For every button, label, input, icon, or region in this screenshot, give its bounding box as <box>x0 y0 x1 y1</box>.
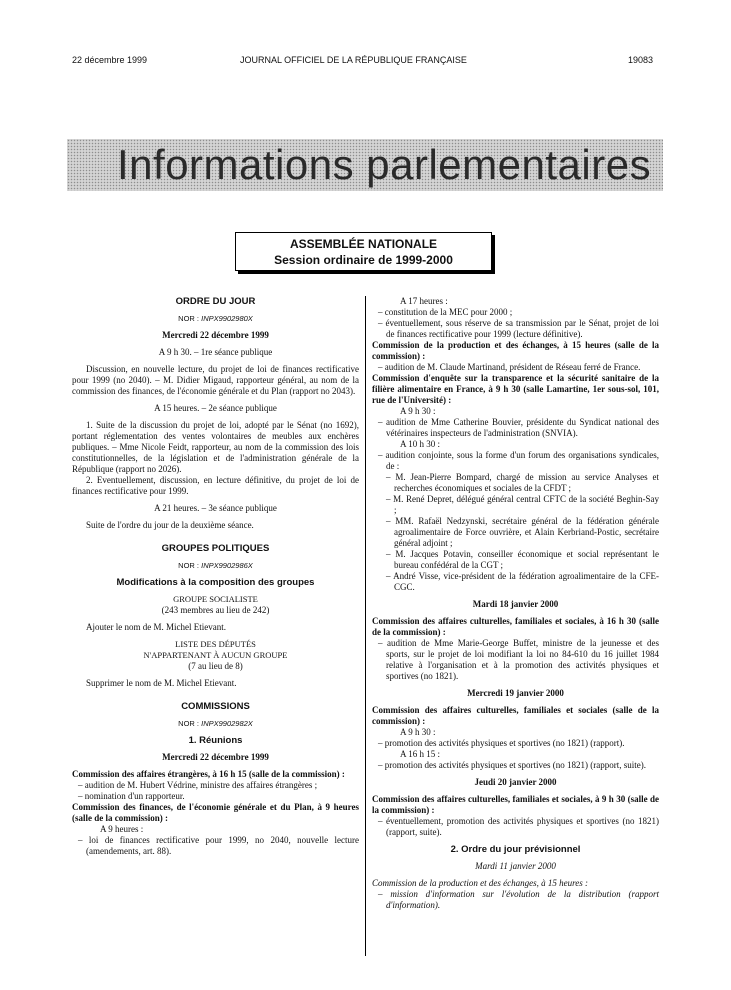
agenda-subitem: – M. Jacques Potavin, conseiller économique et social représentant le bureau confédéral de la CGT ; <box>386 549 659 570</box>
agenda-item: – audition de Mme Catherine Bouvier, présidente du Syndicat national des vétérinaires inspecteurs de l'administration (SNVIA). <box>378 417 659 438</box>
nor-reference: NOR : INPX9902986X <box>178 561 253 570</box>
time-label: A 9 h 30 : <box>400 727 436 737</box>
heading-groupes-politiques: GROUPES POLITIQUES <box>161 543 270 554</box>
group-count: (7 au lieu de 8) <box>188 661 243 671</box>
seance-heading: A 15 heures. – 2e séance publique <box>154 403 277 413</box>
group-name-cont: N'APPARTENANT À AUCUN GROUPE <box>143 650 288 660</box>
agenda-item: – promotion des activités physiques et sportives (no 1821) (rapport, suite). <box>378 760 646 770</box>
banner-title: Informations parlementaires <box>117 141 652 188</box>
commission-heading: Commission d'enquête sur la transparence et la sécurité sanitaire de la filière alimentaire en France, à 9 h 30 (salle Lamartine, 1er sous-sol, 101, rue de l'Université) : <box>372 373 659 405</box>
paragraph: 1. Suite de la discussion du projet de loi, adopté par le Sénat (no 1692), portant réglementation des ventes volontaires de meubles aux enchères publiques. – Mme Nicole Feidt, rapporteur, au nom de la commission des lois constitutionnelles, de la législation et de l'administration générale de la République (rapport no 2026). <box>72 420 359 474</box>
seance-heading: A 21 heures. – 3e séance publique <box>154 503 277 513</box>
time-label: A 9 h 30 : <box>400 406 436 416</box>
agenda-subitem: – M. Jean-Pierre Bompard, chargé de mission au service Analyses et recherches économiques et sociales de la CFDT ; <box>386 472 659 493</box>
time-label: A 16 h 15 : <box>400 749 441 759</box>
agenda-item: – nomination d'un rapporteur. <box>78 791 185 801</box>
time-label: A 9 heures : <box>100 824 144 834</box>
paragraph: 2. Eventuellement, discussion, en lecture définitive, du projet de loi de finances rectificative pour 1999. <box>72 475 359 496</box>
heading-commissions: COMMISSIONS <box>181 701 250 712</box>
group-name: GROUPE SOCIALISTE <box>173 594 258 604</box>
header-date: 22 décembre 1999 <box>72 55 148 65</box>
agenda-item: – audition de M. Hubert Védrine, ministre des affaires étrangères ; <box>78 780 318 790</box>
date-heading: Mercredi 22 décembre 1999 <box>162 752 269 762</box>
session-title: Session ordinaire de 1999-2000 <box>274 253 453 267</box>
paragraph: Discussion, en nouvelle lecture, du projet de loi de finances rectificative pour 1999 (no 2040). – M. Didier Migaud, rapporteur général, au nom de la commission des finances, de l'économie générale et du Plan (rapport no 2043). <box>72 364 359 396</box>
commission-heading: Commission des affaires culturelles, familiales et sociales, à 16 h 30 (salle de la commission) : <box>372 616 659 637</box>
heading-modifications: Modifications à la composition des groupes <box>116 577 315 588</box>
left-column <box>72 296 359 857</box>
chamber-box <box>235 232 492 271</box>
agenda-item: – audition de M. Claude Martinand, président de Réseau ferré de France. <box>378 362 641 372</box>
time-label: A 10 h 30 : <box>400 439 441 449</box>
heading-ordre-du-jour: ORDRE DU JOUR <box>175 296 256 307</box>
chamber-title: ASSEMBLÉE NATIONALE <box>289 237 438 251</box>
date-heading: Jeudi 20 janvier 2000 <box>474 777 557 787</box>
seance-heading: A 9 h 30. – 1re séance publique <box>158 347 273 357</box>
column-divider <box>365 296 366 956</box>
heading-ordre-previsionnel: 2. Ordre du jour prévisionnel <box>450 844 581 855</box>
date-heading: Mercredi 22 décembre 1999 <box>162 330 269 340</box>
commission-heading: Commission des affaires culturelles, familiales et sociales (salle de la commission) : <box>372 705 659 726</box>
commission-heading: Commission de la production et des échanges, à 15 heures : <box>372 878 589 888</box>
agenda-item: – audition de Mme Marie-George Buffet, ministre de la jeunesse et des sports, sur le projet de loi modifiant la loi no 84-610 du 16 juillet 1984 relative à l'organisation et à la promotion des activités physiques et sportives (no 1821). <box>378 638 659 681</box>
header-page-number: 19083 <box>628 55 654 65</box>
paragraph: Supprimer le nom de M. Michel Etievant. <box>86 678 237 688</box>
date-heading: Mardi 11 janvier 2000 <box>475 861 556 871</box>
agenda-item: – éventuellement, sous réserve de sa transmission par le Sénat, projet de loi de finances rectificative pour 1999 (lecture définitive). <box>378 318 659 339</box>
group-count: (243 membres au lieu de 242) <box>161 605 270 615</box>
section-banner <box>67 139 663 191</box>
commission-heading: Commission des finances, de l'économie générale et du Plan, à 9 heures (salle de la commission) : <box>72 802 359 823</box>
agenda-subitem: – MM. Rafaël Nedzynski, secrétaire général de la fédération générale agroalimentaire de Force ouvrière, et Alain Kerbriand-Postic, secrétaire général adjoint ; <box>386 516 659 548</box>
agenda-subitem: – M. René Depret, délégué général central CFTC de la société Beghin-Say ; <box>386 494 659 515</box>
paragraph: Ajouter le nom de M. Michel Etievant. <box>86 622 226 632</box>
commission-heading: Commission des affaires culturelles, familiales et sociales, à 9 h 30 (salle de la commission) : <box>372 794 659 815</box>
header-journal: JOURNAL OFFICIEL DE LA RÉPUBLIQUE FRANÇAISE <box>240 55 467 65</box>
agenda-item: – audition conjointe, sous la forme d'un forum des organisations syndicales, de : <box>378 450 659 471</box>
agenda-subitem: – André Visse, vice-président de la fédération agroalimentaire de la CFE-CGC. <box>386 571 659 592</box>
agenda-item: – mission d'information sur l'évolution de la distribution (rapport d'information). <box>378 889 659 910</box>
nor-reference: NOR : INPX9902980X <box>178 314 253 323</box>
date-heading: Mercredi 19 janvier 2000 <box>467 688 564 698</box>
time-label: A 17 heures : <box>400 296 448 306</box>
commission-heading: Commission de la production et des échanges, à 15 heures (salle de la commission) : <box>372 340 659 361</box>
agenda-item: – promotion des activités physiques et sportives (no 1821) (rapport). <box>378 738 625 748</box>
commission-heading: Commission des affaires étrangères, à 16 h 15 (salle de la commission) : <box>72 769 345 779</box>
right-column <box>372 296 659 911</box>
nor-reference: NOR : INPX9902982X <box>178 719 253 728</box>
group-name: LISTE DES DÉPUTÉS <box>175 639 256 649</box>
paragraph: Suite de l'ordre du jour de la deuxième séance. <box>86 520 254 530</box>
heading-reunions: 1. Réunions <box>188 735 243 746</box>
agenda-item: – éventuellement, promotion des activités physiques et sportives (no 1821) (rapport, suite). <box>378 816 659 837</box>
agenda-item: – constitution de la MEC pour 2000 ; <box>378 307 513 317</box>
date-heading: Mardi 18 janvier 2000 <box>472 599 559 609</box>
agenda-item: – loi de finances rectificative pour 1999, no 2040, nouvelle lecture (amendements, art. 88). <box>78 835 359 856</box>
